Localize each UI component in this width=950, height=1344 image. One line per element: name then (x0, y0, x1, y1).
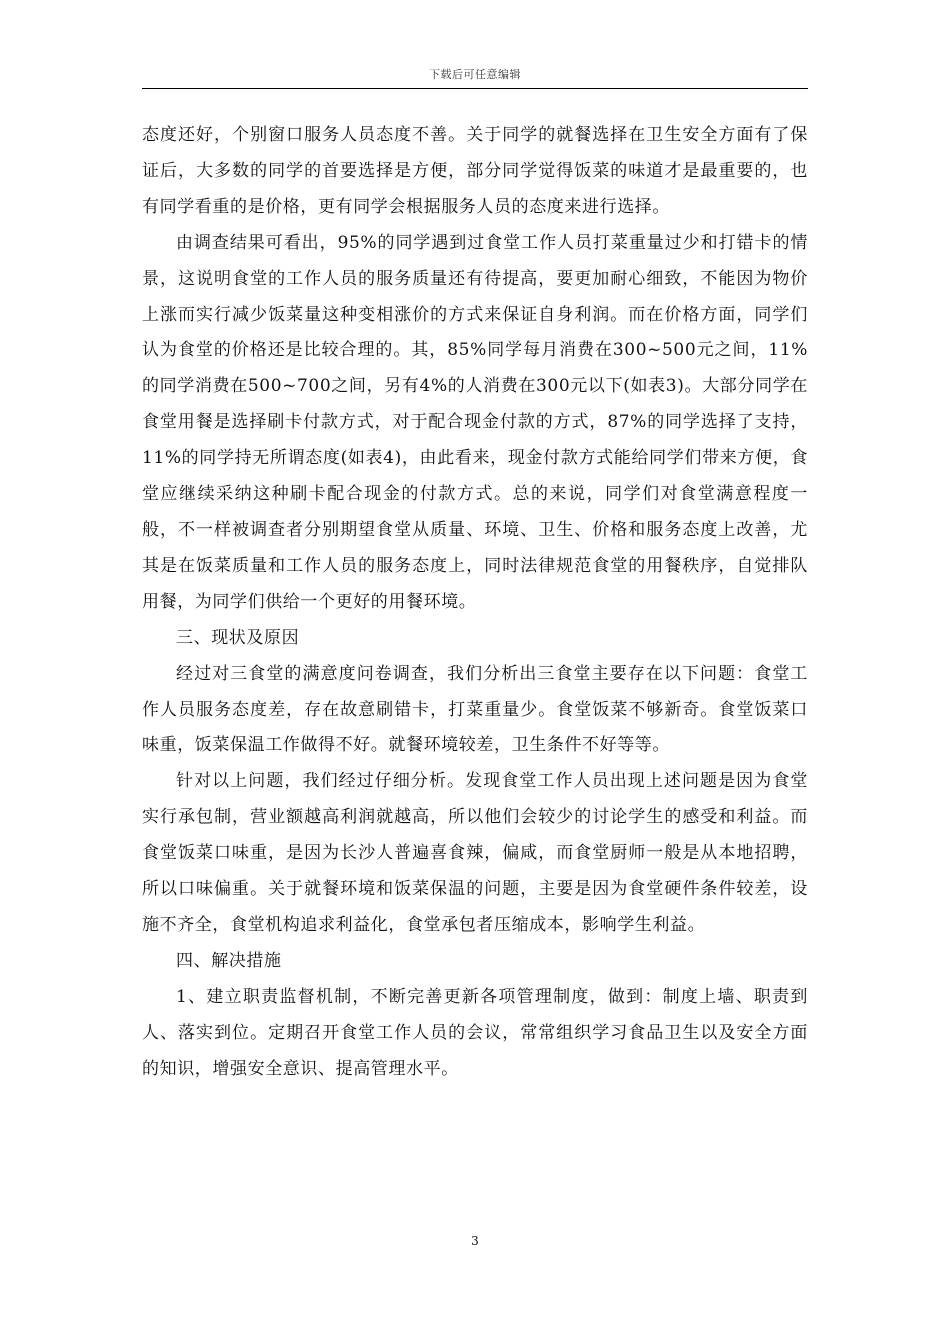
page-header: 下载后可任意编辑 (429, 68, 521, 81)
section-heading-solutions: 四、解决措施 (176, 950, 282, 971)
document-body (142, 118, 808, 1087)
paragraph-continued: 态度还好，个别窗口服务人员态度不善。关于同学的就餐选择在卫生安全方面有了保证后，大多数的同学的首要选择是方便，部分同学觉得饭菜的味道才是最重要的，也有同学看重的是价格，更有同学会根据服务人员的态度来进行选择。 (142, 125, 808, 217)
page-number: 3 (471, 1234, 479, 1248)
paragraph-analysis: 针对以上问题，我们经过仔细分析。发现食堂工作人员出现上述问题是因为食堂实行承包制，营业额越高利润就越高，所以他们会较少的讨论学生的感受和利益。而食堂饭菜口味重，是因为长沙人普遍喜食辣，偏咸，而食堂厨师一般是从本地招聘，所以口味偏重。关于就餐环境和饭菜保温的问题，主要是因为食堂硬件条件较差，设施不齐全，食堂机构追求利益化，食堂承包者压缩成本，影响学生利益。 (142, 771, 808, 935)
paragraph-solution-1: 1、建立职责监督机制，不断完善更新各项管理制度，做到：制度上墙、职责到人、落实到位。定期召开食堂工作人员的会议，常常组织学习食品卫生以及安全方面的知识，增强安全意识、提高管理水平。 (142, 986, 808, 1079)
header-rule (142, 88, 808, 89)
section-heading-status-and-causes: 三、现状及原因 (176, 627, 300, 648)
paragraph-survey-results: 由调查结果可看出，95%的同学遇到过食堂工作人员打菜重量过少和打错卡的情景，这说明食堂的工作人员的服务质量还有待提高，要更加耐心细致，不能因为物价上涨而实行减少饭菜量这种变相涨价的方式来保证自身利润。而在价格方面，同学们认为食堂的价格还是比较合理的。其，85%同学每月消费在300~500元之间，11%的同学消费在500~700之间，另有4%的人消费在300元以下(如表3)。大部分同学在食堂用餐是选择刷卡付款方式，对于配合现金付款的方式，87%的同学选择了支持，11%的同学持无所谓态度(如表4)，由此看来，现金付款方式能给同学们带来方便，食堂应继续采纳这种刷卡配合现金的付款方式。总的来说，同学们对食堂满意程度一般，不一样被调查者分别期望食堂从质量、环境、卫生、价格和服务态度上改善，尤其是在饭菜质量和工作人员的服务态度上，同时法律规范食堂的用餐秩序，自觉排队用餐，为同学们供给一个更好的用餐环境。 (142, 232, 808, 612)
paragraph-problems: 经过对三食堂的满意度问卷调查，我们分析出三食堂主要存在以下问题：食堂工作人员服务态度差，存在故意刷错卡，打菜重量少。食堂饭菜不够新奇。食堂饭菜口味重，饭菜保温工作做得不好。就餐环境较差，卫生条件不好等等。 (142, 663, 808, 756)
